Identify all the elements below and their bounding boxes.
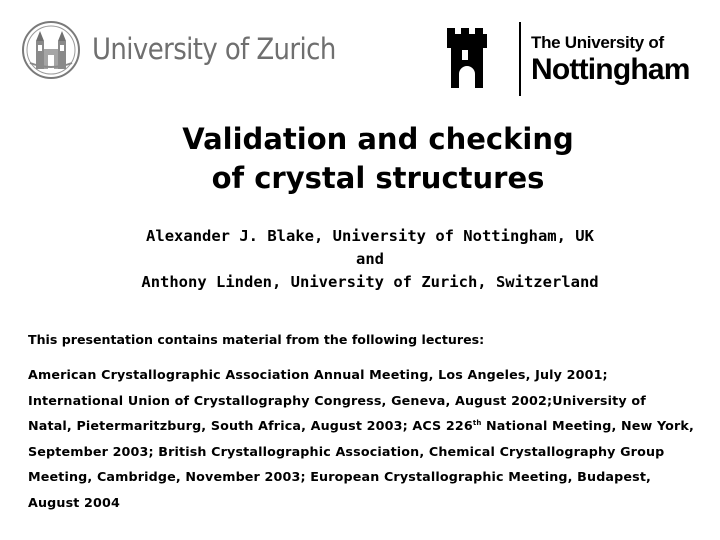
nottingham-castle-icon [443,24,491,94]
lecture-line-6: August 2004 [28,494,120,510]
lecture-line-1: American Crystallographic Association Annual Meeting, Los Angeles, July 2001; [28,367,608,382]
zurich-seal-icon [22,19,80,81]
lecture-line-3 [28,413,718,439]
authors-and: and [356,250,384,268]
zurich-wordmark: University of Zurich [92,33,336,67]
lectures-heading: This presentation contains material from the following lectures: [28,332,485,347]
logo-divider [519,22,521,96]
lecture-line-4: September 2003; British Crystallographic Association, Chemical Crystallography Group [28,443,665,459]
author-2: Anthony Linden, University of Zurich, Switzerland [141,273,599,291]
ordinal-suffix: th [472,418,482,427]
author-1: Alexander J. Blake, University of Nottingham, UK [146,227,594,245]
nottingham-wordmark-line2: Nottingham [531,52,690,86]
lecture-line-3-text: Natal, Pietermaritzburg, South Africa, August 2003; ACS 226 [28,418,473,433]
nottingham-wordmark-line1: The University of [531,32,664,52]
lectures-list [28,362,718,515]
lecture-line-5: Meeting, Cambridge, November 2003; European Crystallographic Meeting, Budapest, [28,469,652,484]
university-of-nottingham-logo [443,22,690,96]
nottingham-wordmark [531,34,690,85]
lecture-line-2: International Union of Crystallography Congress, Geneva, August 2002;University of [28,392,646,408]
title-line-2: of crystal structures [211,161,545,195]
title-line-1: Validation and checking [182,122,574,156]
page-title [0,120,720,198]
lecture-line-3-tail: National Meeting, New York, [481,418,694,433]
university-of-zurich-logo [22,18,336,82]
authors-block [0,225,720,294]
